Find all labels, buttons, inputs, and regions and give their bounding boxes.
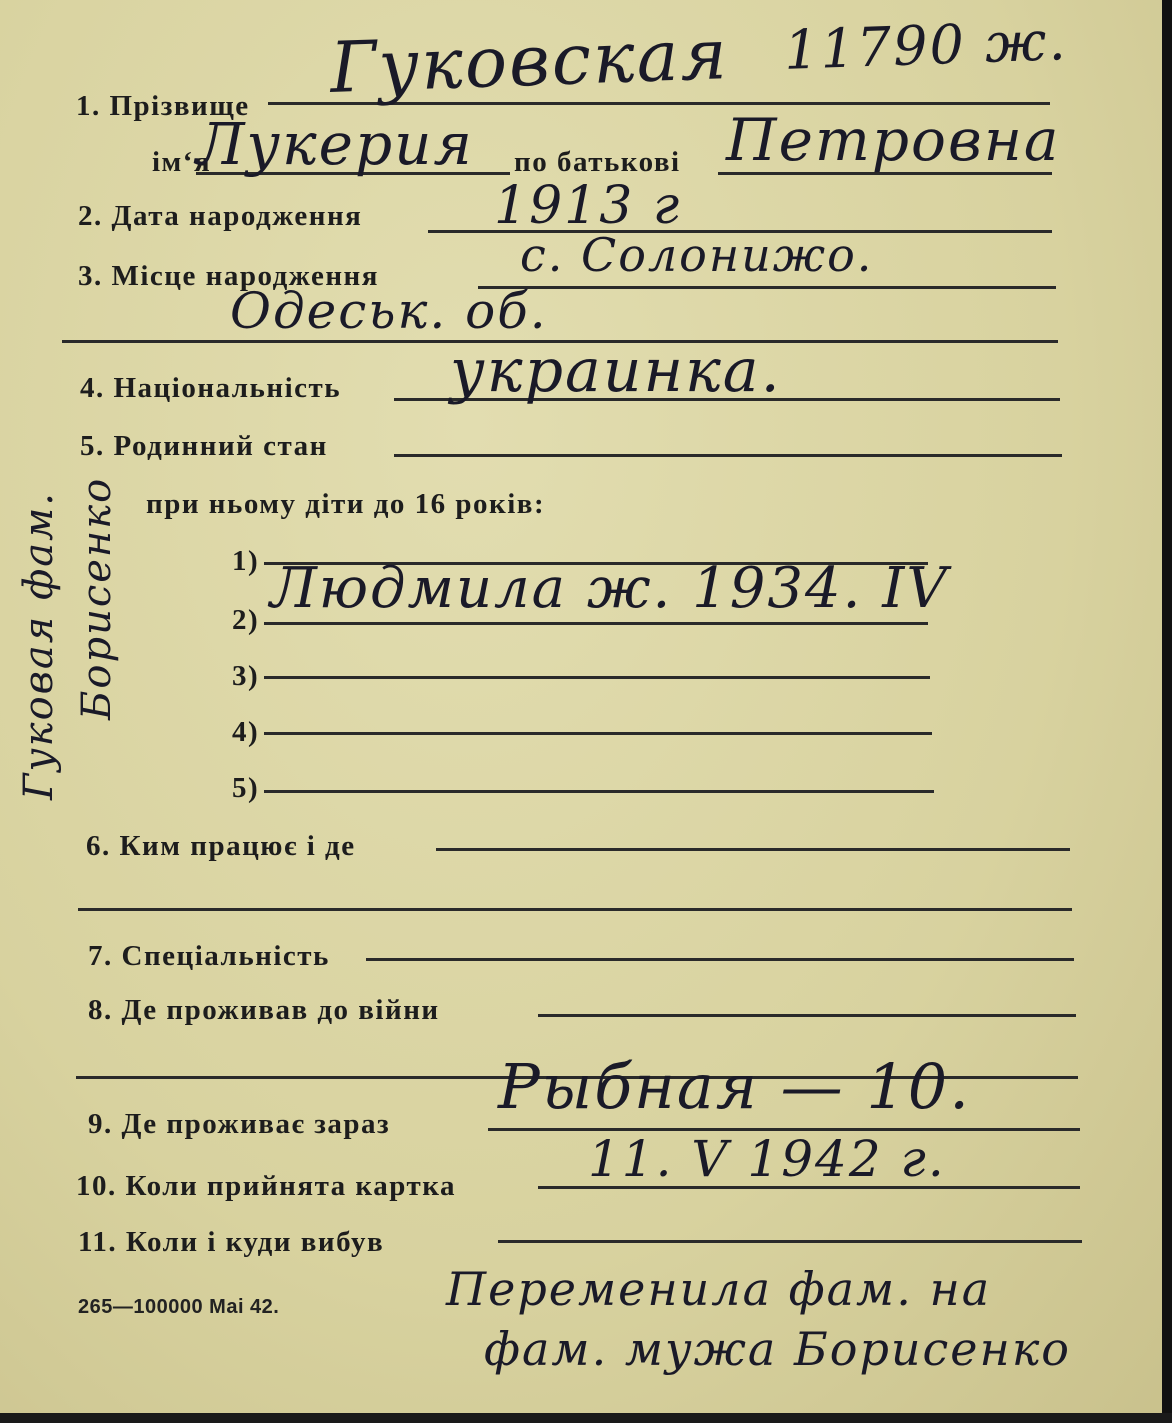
rule-work (436, 848, 1070, 851)
field-8-label: 8. Де проживав до війни (88, 994, 440, 1026)
field-11-label: 11. Коли і куди вибув (78, 1226, 385, 1258)
handwritten-nationality: украинка. (450, 336, 782, 406)
field-9-label: 9. Де проживає зараз (88, 1108, 391, 1140)
field-1-patronymic-label: по батькові (514, 146, 681, 178)
scan-edge-bottom (0, 1413, 1172, 1423)
handwritten-card-number: 11790 ж. (782, 9, 1069, 82)
field-5-children-label: при ньому діти до 16 років: (146, 488, 546, 520)
child-4-label: 4) (232, 716, 260, 748)
rule-child-4 (264, 732, 932, 735)
handwritten-card-date: 11. V 1942 г. (588, 1130, 946, 1188)
child-5-label: 5) (232, 772, 260, 804)
handwritten-birth-place-1: с. Солонижо. (520, 228, 874, 282)
rule-marital (394, 454, 1062, 457)
rule-specialty (366, 958, 1074, 961)
rule-child-5 (264, 790, 934, 793)
field-2-label: 2. Дата народження (78, 200, 363, 232)
handwritten-patronymic: Петровна (726, 106, 1061, 174)
print-code: 265—100000 Mai 42. (78, 1296, 280, 1318)
handwritten-birth-place-2: Одеськ. об. (230, 282, 548, 340)
field-10-label: 10. Коли прийнята картка (76, 1170, 456, 1202)
child-2-label: 2) (232, 604, 260, 636)
handwritten-birth-date: 1913 г (494, 176, 682, 236)
field-4-label: 4. Національність (80, 372, 342, 404)
handwritten-margin-note-1: Гуковая фам. (16, 490, 62, 800)
scan-edge-right (1162, 0, 1172, 1423)
field-6-label: 6. Ким працює і де (86, 830, 356, 862)
rule-work-2 (78, 908, 1072, 911)
handwritten-margin-note-2: Борисенко (74, 476, 120, 720)
child-3-label: 3) (232, 660, 260, 692)
rule-prewar (538, 1014, 1076, 1017)
rule-birth-place (478, 286, 1056, 289)
handwritten-note-line-1: Переменила фам. на (446, 1262, 992, 1316)
field-7-label: 7. Спеціальність (88, 940, 330, 972)
field-1-name-label: ім‘я (152, 146, 212, 178)
handwritten-current-address: Рыбная — 10. (498, 1050, 971, 1123)
rule-departure (498, 1240, 1082, 1243)
field-5-label: 5. Родинний стан (80, 430, 328, 462)
field-1-surname-label: 1. Прізвище (76, 90, 250, 122)
handwritten-note-line-2: фам. мужа Борисенко (484, 1322, 1071, 1376)
handwritten-surname: Гуковская (328, 13, 731, 109)
handwritten-child-2: Людмила ж. 1934. IV (270, 556, 949, 621)
field-3-label: 3. Місце народження (78, 260, 379, 292)
rule-child-3 (264, 676, 930, 679)
child-1-label: 1) (232, 545, 260, 577)
rule-child-2 (264, 622, 928, 625)
handwritten-first-name: Лукерия (196, 110, 474, 178)
